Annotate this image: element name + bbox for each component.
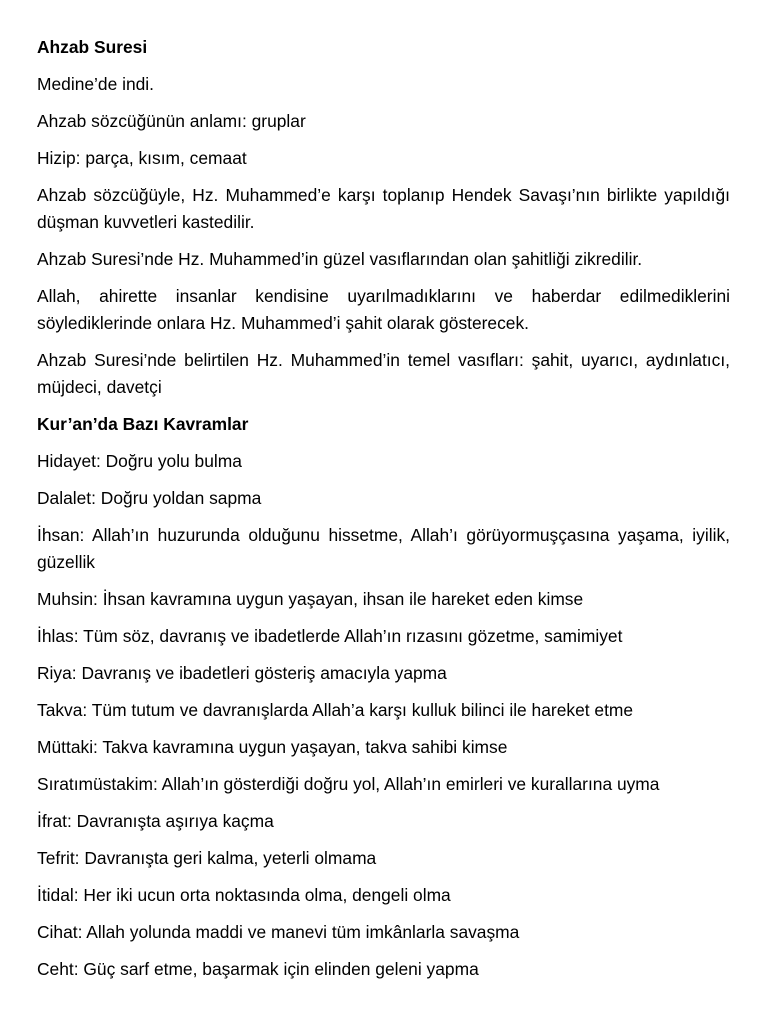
definition-item: Hidayet: Doğru yolu bulma [37,451,242,471]
definition-item: Muhsin: İhsan kavramına uygun yaşayan, ihsan ile hareket eden kimse [37,589,584,609]
definition-item: Cihat: Allah yolunda maddi ve manevi tüm imkânlarla savaşma [37,922,520,942]
definition-item: İhsan: Allah’ın huzurunda olduğunu hissetme, Allah’ı görüyormuşçasına yaşama, iyilik, güzellik [37,525,730,572]
definition-item: Tefrit: Davranışta geri kalma, yeterli olmama [37,848,377,868]
paragraph: Allah, ahirette insanlar kendisine uyarılmadıklarını ve haberdar edilmediklerini söylediklerinde onlara Hz. Muhammed’i şahit olarak gösterecek. [37,286,730,333]
paragraph: Ahzab Suresi’nde Hz. Muhammed’in güzel vasıflarından olan şahitliği zikredilir. [37,249,643,269]
definition-item: İhlas: Tüm söz, davranış ve ibadetlerde Allah’ın rızasını gözetme, samimiyet [37,626,623,646]
definition-item: Ceht: Güç sarf etme, başarmak için elinden geleni yapma [37,959,479,979]
definition-item: Takva: Tüm tutum ve davranışlarda Allah’a karşı kulluk bilinci ile hareket etme [37,700,634,720]
paragraph: Medine’de indi. [37,74,154,94]
section-heading-kavramlar: Kur’an’da Bazı Kavramlar [37,414,249,434]
definition-item: Müttaki: Takva kavramına uygun yaşayan, takva sahibi kimse [37,737,508,757]
definition-item: Dalalet: Doğru yoldan sapma [37,488,262,508]
document-page [37,34,730,993]
paragraph: Hizip: parça, kısım, cemaat [37,148,247,168]
definition-item: Riya: Davranış ve ibadetleri gösteriş amacıyla yapma [37,663,447,683]
definition-item: Sıratımüstakim: Allah’ın gösterdiği doğru yol, Allah’ın emirleri ve kurallarına uyma [37,774,660,794]
definition-item: İfrat: Davranışta aşırıya kaçma [37,811,274,831]
paragraph: Ahzab sözcüğünün anlamı: gruplar [37,111,306,131]
section-heading-ahzab: Ahzab Suresi [37,37,148,57]
paragraph: Ahzab Suresi’nde belirtilen Hz. Muhammed’in temel vasıfları: şahit, uyarıcı, aydınlatıcı, müjdeci, davetçi [37,350,730,397]
definition-item: İtidal: Her iki ucun orta noktasında olma, dengeli olma [37,885,451,905]
paragraph: Ahzab sözcüğüyle, Hz. Muhammed’e karşı toplanıp Hendek Savaşı’nın birlikte yapıldığı düşman kuvvetleri kastedilir. [37,185,730,232]
